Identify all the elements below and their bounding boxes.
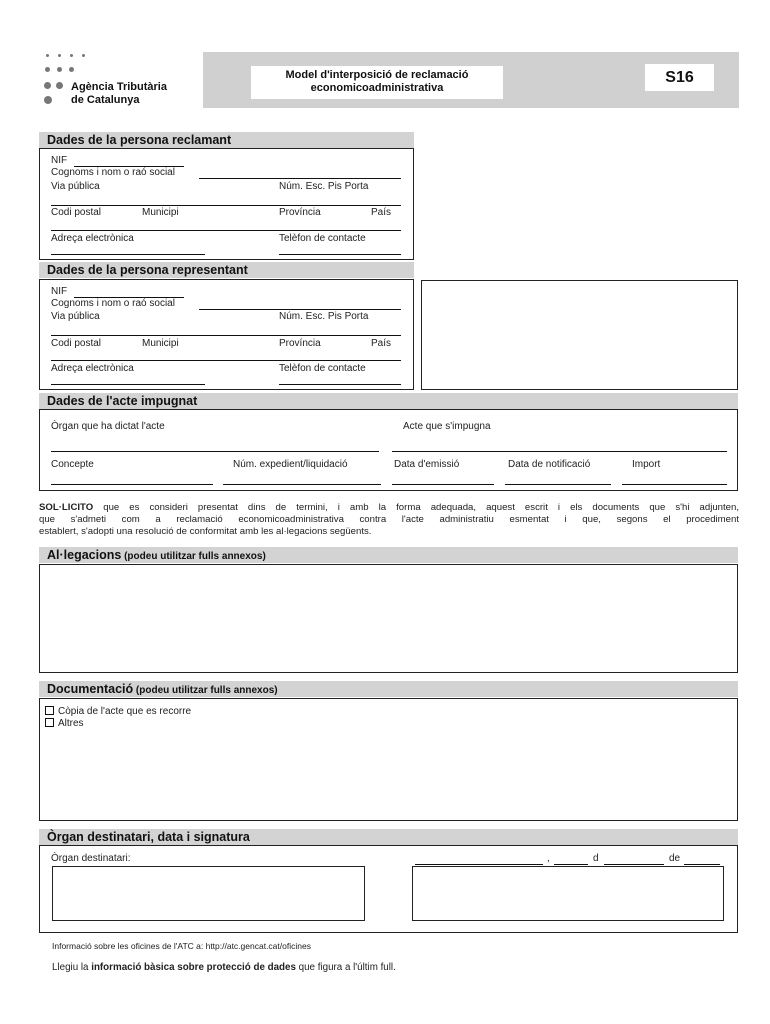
act-concept-label: Concepte <box>51 459 94 470</box>
act-notify-date-field[interactable] <box>505 484 611 485</box>
documentation-section-title: Documentació (podeu utilitzar fulls annexos) <box>39 681 738 697</box>
form-title-line2: economicoadministrativa <box>310 82 444 94</box>
logo-dot <box>44 96 52 104</box>
act-organ-label: Òrgan que ha dictat l'acte <box>51 421 165 432</box>
claimant-name-field[interactable] <box>199 178 401 179</box>
representative-email-field[interactable] <box>51 384 205 385</box>
request-line: establert, s'adopti una resolució de conformitat amb les al·legacions següents. <box>39 526 372 537</box>
allegations-section-title: Al·legacions (podeu utilitzar fulls annexos) <box>39 547 738 563</box>
privacy-notice: Llegiu la informació bàsica sobre protecció de dades que figura a l'últim full. <box>52 962 396 973</box>
act-notify-date-label: Data de notificació <box>508 459 591 470</box>
claimant-email-label: Adreça electrònica <box>51 233 134 244</box>
agency-logo <box>44 52 204 112</box>
date-month-field[interactable] <box>604 864 664 865</box>
logo-dot <box>57 67 62 72</box>
representative-name-label: Cognoms i nom o raó social <box>51 298 175 309</box>
claimant-name-label: Cognoms i nom o raó social <box>51 167 175 178</box>
claimant-section-title: Dades de la persona reclamant <box>39 132 414 148</box>
act-issue-date-label: Data d'emissió <box>394 459 460 470</box>
representative-number-label: Núm. Esc. Pis Porta <box>279 311 369 322</box>
act-organ-field[interactable] <box>51 451 379 452</box>
act-file-label: Núm. expedient/liquidació <box>233 459 348 470</box>
act-file-field[interactable] <box>223 484 381 485</box>
representative-phone-field[interactable] <box>279 384 401 385</box>
claimant-municipality-label: Municipi <box>142 207 179 218</box>
other-checkbox[interactable] <box>45 718 54 727</box>
claimant-nif-label: NIF <box>51 155 68 166</box>
destination-section-title: Òrgan destinatari, data i signatura <box>39 829 738 845</box>
representative-phone-label: Telèfon de contacte <box>279 363 366 374</box>
date-year-field[interactable] <box>684 864 720 865</box>
logo-dot <box>45 67 50 72</box>
form-title: Model d'interposició de reclamació <box>285 69 469 81</box>
logo-dot <box>70 54 73 57</box>
logo-dot <box>82 54 85 57</box>
form-code-box <box>645 64 714 91</box>
request-keyword: SOL·LICITO <box>39 502 94 513</box>
request-line: que es consideri presentat dins de termini, i amb la forma adequada, aquest escrit i els documents que s'hi adjunten, <box>93 502 739 513</box>
representative-province-label: Província <box>279 338 321 349</box>
representative-section-title: Dades de la persona representant <box>39 262 414 278</box>
request-paragraph <box>39 502 739 538</box>
destination-organ-label: Òrgan destinatari: <box>51 853 131 864</box>
documentation-option-other[interactable] <box>45 718 84 729</box>
form-code: S16 <box>665 69 694 86</box>
agency-name-line2: de Catalunya <box>71 94 140 106</box>
claimant-phone-label: Telèfon de contacte <box>279 233 366 244</box>
offices-info: Informació sobre les oficines de l'ATC a: http://atc.gencat.cat/oficines <box>52 941 311 951</box>
date-place-field[interactable] <box>415 864 543 865</box>
claimant-country-label: País <box>371 207 392 218</box>
act-concept-field[interactable] <box>51 484 213 485</box>
claimant-postal-label: Codi postal <box>51 207 102 218</box>
claimant-street-field[interactable] <box>51 205 401 206</box>
logo-dot <box>69 67 74 72</box>
representative-postal-field[interactable] <box>51 360 401 361</box>
representative-stamp-box[interactable] <box>421 280 738 390</box>
allegations-textarea[interactable] <box>39 564 738 673</box>
claimant-province-label: Província <box>279 207 321 218</box>
act-amount-label: Import <box>632 459 661 470</box>
request-line: que s'admeti com a reclamació economicoadministrativa contra l'acte administratiu esmentat i que, segons el procediment <box>39 514 739 525</box>
act-section-title: Dades de l'acte impugnat <box>39 393 738 409</box>
date-day-field[interactable] <box>554 864 588 865</box>
act-impugned-field[interactable] <box>392 451 727 452</box>
representative-street-field[interactable] <box>51 335 401 336</box>
logo-dot <box>58 54 61 57</box>
representative-postal-label: Codi postal <box>51 338 102 349</box>
signature-box[interactable] <box>412 866 724 921</box>
act-amount-field[interactable] <box>622 484 727 485</box>
other-option-label: Altres <box>58 718 84 729</box>
logo-dot <box>56 82 63 89</box>
form-title-box <box>251 66 503 99</box>
claimant-postal-field[interactable] <box>51 230 401 231</box>
agency-name: Agència Tributària <box>71 81 167 93</box>
copy-option-label: Còpia de l'acte que es recorre <box>58 706 192 717</box>
copy-checkbox[interactable] <box>45 706 54 715</box>
claimant-phone-field[interactable] <box>279 254 401 255</box>
date-comma: , <box>547 853 550 864</box>
claimant-email-field[interactable] <box>51 254 205 255</box>
claimant-street-label: Via pública <box>51 181 100 192</box>
representative-nif-label: NIF <box>51 286 68 297</box>
date-de-label: de <box>669 853 681 864</box>
claimant-number-label: Núm. Esc. Pis Porta <box>279 181 369 192</box>
logo-dot <box>46 54 49 57</box>
representative-name-field[interactable] <box>199 309 401 310</box>
documentation-option-copy[interactable] <box>45 706 191 717</box>
act-issue-date-field[interactable] <box>392 484 494 485</box>
logo-dot <box>44 82 51 89</box>
representative-street-label: Via pública <box>51 311 100 322</box>
act-impugned-label: Acte que s'impugna <box>403 421 491 432</box>
date-d-label: d <box>593 853 599 864</box>
representative-country-label: País <box>371 338 392 349</box>
destination-organ-box[interactable] <box>52 866 365 921</box>
representative-email-label: Adreça electrònica <box>51 363 134 374</box>
representative-municipality-label: Municipi <box>142 338 179 349</box>
